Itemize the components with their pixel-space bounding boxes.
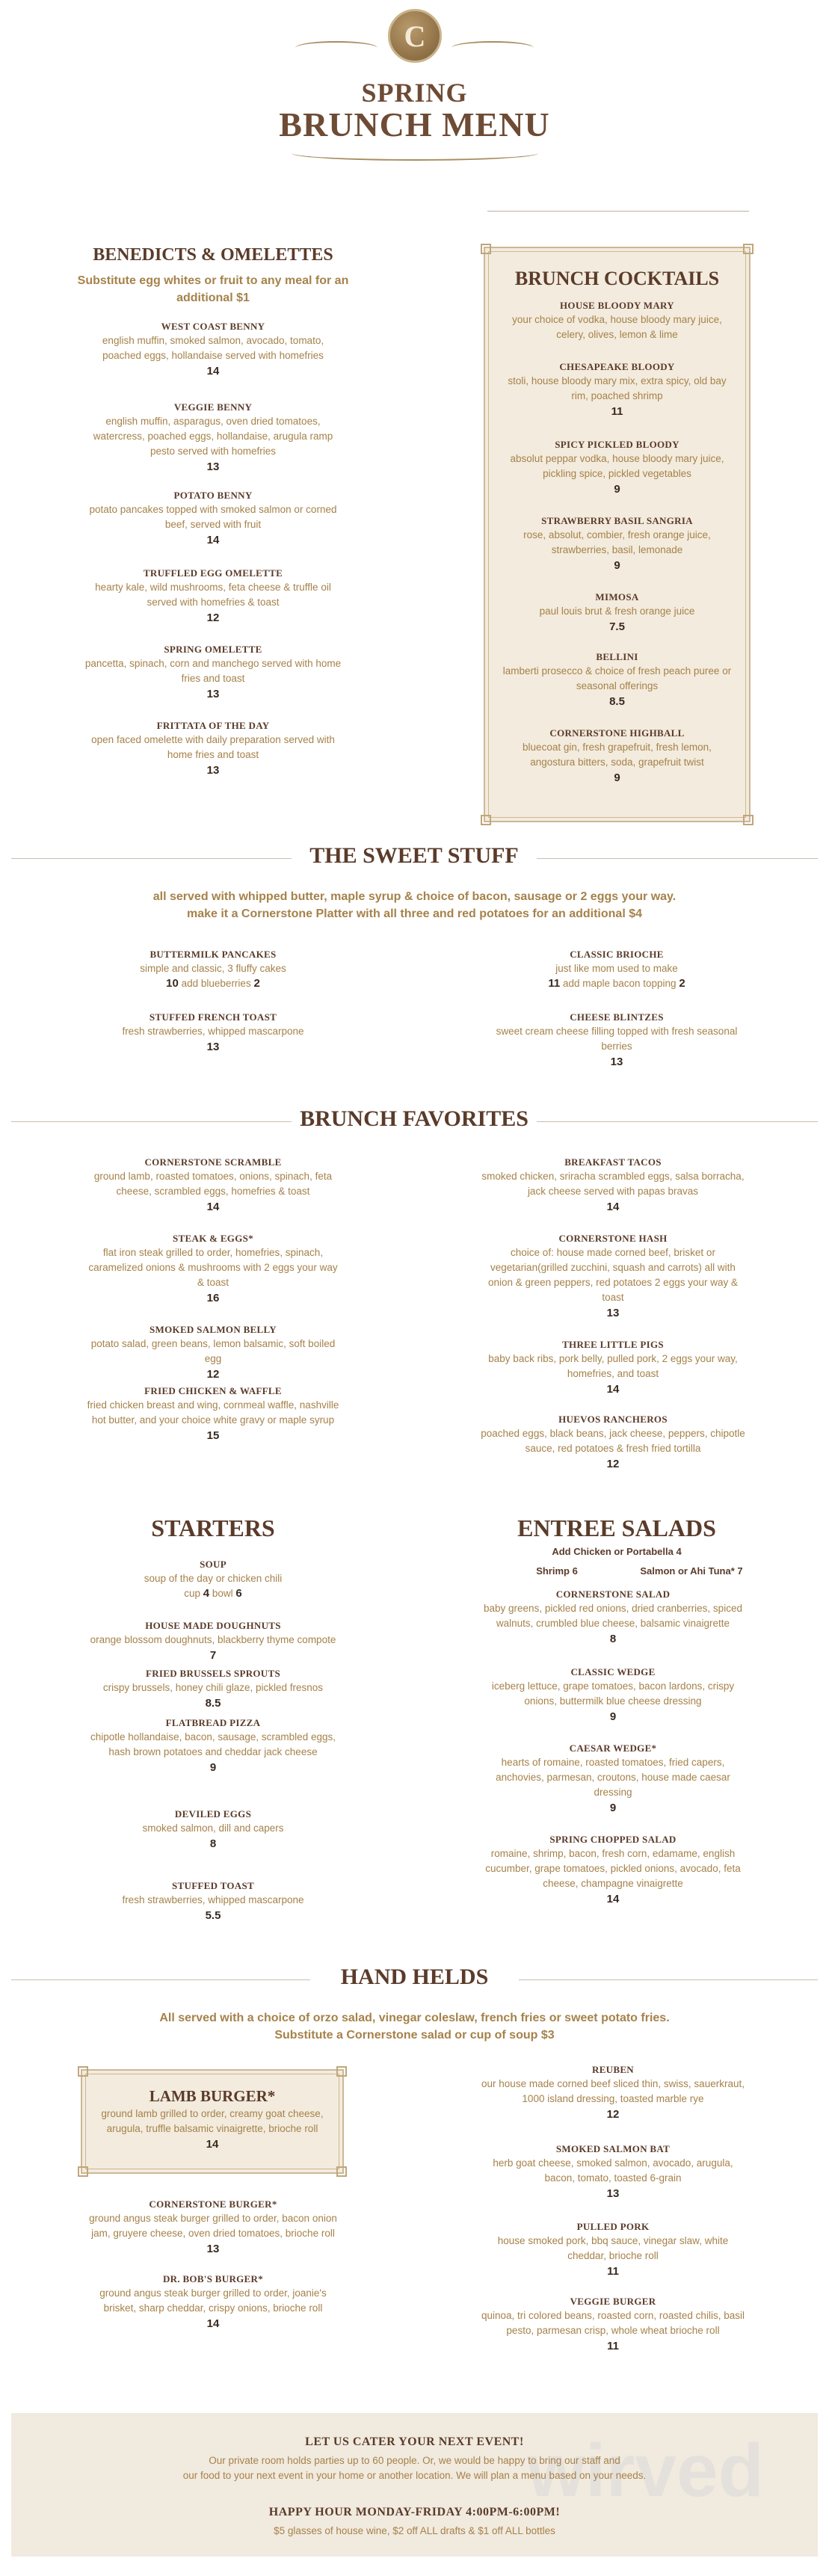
item-name: STRAWBERRY BASIL SANGRIA — [541, 515, 693, 526]
item-name: VEGGIE BENNY — [173, 401, 253, 413]
item-desc: herb goat cheese, smoked salmon, avocado, arugula, bacon, tomato, toasted 6-grain — [493, 2157, 733, 2184]
item-price: 14 — [606, 1201, 620, 1213]
menu-item — [82, 401, 344, 475]
sweet-note-1: all served with whipped butter, maple syrup & choice of bacon, sausage or 2 eggs your way. — [152, 890, 677, 903]
menu-item — [86, 2198, 340, 2258]
handhelds-title: HAND HELDS — [340, 1965, 489, 1989]
item-price-line — [86, 976, 340, 991]
item-price: 14 — [606, 1383, 620, 1396]
item-price: 13 — [206, 1041, 220, 1053]
item-desc: ground angus steak burger grilled to order, bacon onion jam, gruyere cheese, oven dried tomatoes, brioche roll — [89, 2213, 337, 2239]
item-name: DEVILED EGGS — [174, 1808, 252, 1819]
item-name: FRITTATA OF THE DAY — [156, 720, 270, 731]
item-price: 14 — [606, 1893, 620, 1905]
menu-item — [490, 1011, 744, 1070]
box-corner-ornament — [481, 244, 491, 254]
menu-item — [86, 1716, 340, 1776]
item-desc: potato pancakes topped with smoked salmon or corned beef, served with fruit — [89, 504, 337, 530]
item-desc: iceberg lettuce, grape tomatoes, bacon lardons, crispy onions, buttermilk blue cheese dressing — [491, 1680, 735, 1707]
divider — [11, 1121, 292, 1122]
item-price: 15 — [206, 1429, 220, 1442]
menu-item — [86, 948, 340, 991]
featured-item-desc: ground lamb grilled to order, creamy goat cheese, arugula, truffle balsamic vinaigrette, brioche roll — [101, 2108, 324, 2134]
menu-item — [500, 650, 734, 710]
item-name: STUFFED FRENCH TOAST — [149, 1011, 277, 1023]
item-desc: english muffin, smoked salmon, avocado, tomato, poached eggs, hollandaise served with homefries — [102, 335, 324, 361]
item-desc: paul louis brut & fresh orange juice — [539, 606, 695, 617]
item-name: CORNERSTONE SALAD — [555, 1589, 671, 1600]
logo — [388, 9, 442, 63]
item-desc: romaine, shrimp, bacon, fresh corn, edamame, english cucumber, grape tomatoes, pickled onions, avocado, feta cheese, champagne vinaigrette — [485, 1848, 741, 1889]
benedicts-title: BENEDICTS & OMELETTES — [93, 245, 333, 265]
item-name: HUEVOS RANCHEROS — [558, 1414, 668, 1425]
divider — [487, 211, 749, 212]
item-price: 9 — [614, 771, 620, 784]
logo-letter: C — [404, 19, 426, 53]
item-price: 11 — [611, 405, 623, 418]
item-price: 12 — [606, 1458, 620, 1470]
item-name: BUTTERMILK PANCAKES — [150, 949, 277, 960]
menu-item — [478, 2142, 748, 2202]
item-desc: hearts of romaine, roasted tomatoes, fried capers, anchovies, parmesan, croutons, house made caesar dressing — [496, 1757, 730, 1798]
menu-item — [478, 1588, 748, 1648]
watermark-text: wirved — [527, 2429, 764, 2512]
item-desc: rose, absolut, combier, fresh orange juice, strawberries, basil, lemonade — [523, 529, 711, 555]
item-name: FLATBREAD PIZZA — [165, 1717, 261, 1728]
item-price: 13 — [206, 2243, 220, 2255]
item-name: FRIED BRUSSELS SPROUTS — [146, 1668, 280, 1679]
item-name: CLASSIC WEDGE — [570, 1666, 656, 1677]
item-name: STUFFED TOAST — [172, 1880, 254, 1891]
item-price: 13 — [606, 1307, 620, 1319]
featured-item — [91, 2086, 333, 2153]
divider — [537, 1121, 818, 1122]
menu-item — [86, 1879, 340, 1924]
item-desc: smoked salmon, dill and capers — [142, 1822, 284, 1834]
item-addon-price: 2 — [253, 977, 260, 990]
menu-item — [86, 1558, 340, 1601]
item-name: SPRING CHOPPED SALAD — [549, 1834, 677, 1845]
item-price: 9 — [609, 1802, 617, 1814]
menu-item — [86, 2273, 340, 2332]
menu-item — [86, 1667, 340, 1712]
item-desc: quinoa, tri colored beans, roasted corn, roasted chilis, basil pesto, parmesan crisp, whole wheat brioche roll — [481, 2310, 745, 2336]
box-corner-ornament — [336, 2166, 347, 2177]
menu-item — [478, 1742, 748, 1817]
cocktails-title: BRUNCH COCKTAILS — [514, 268, 720, 289]
item-name: CLASSIC BRIOCHE — [570, 949, 664, 960]
item-name: REUBEN — [592, 2064, 634, 2075]
item-price: 7.5 — [609, 620, 625, 633]
salad-addon-salmon: Salmon or Ahi Tuna* 7 — [640, 1565, 743, 1577]
happy-hour-title: HAPPY HOUR MONDAY-FRIDAY 4:00PM-6:00PM! — [268, 2506, 561, 2518]
item-price: 9 — [614, 559, 620, 572]
item-name: SMOKED SALMON BELLY — [150, 1324, 277, 1335]
item-desc: sweet cream cheese filling topped with fresh seasonal berries — [496, 1026, 738, 1052]
item-desc: fried chicken breast and wing, cornmeal waffle, nashville hot butter, and your choice white gravy or maple syrup — [87, 1399, 339, 1426]
item-desc: house smoked pork, bbq sauce, vinegar slaw, white cheddar, brioche roll — [497, 2235, 729, 2261]
box-corner-ornament — [743, 815, 754, 825]
menu-item — [86, 1808, 340, 1852]
cup-price: 4 — [203, 1587, 210, 1600]
item-price: 13 — [206, 764, 220, 777]
item-desc: bluecoat gin, fresh grapefruit, fresh lemon, angostura bitters, soda, grapefruit twist — [523, 742, 712, 768]
page-title: BRUNCH MENU — [279, 105, 550, 144]
item-price: 14 — [206, 2317, 220, 2330]
menu-item — [478, 1156, 748, 1215]
box-corner-ornament — [481, 815, 491, 825]
menu-item — [500, 514, 734, 574]
item-name: CORNERSTONE HASH — [558, 1233, 668, 1244]
box-corner-ornament — [336, 2066, 347, 2077]
featured-item-name: LAMB BURGER* — [149, 2087, 276, 2105]
divider — [11, 1979, 310, 1980]
item-price: 13 — [606, 2187, 620, 2200]
item-desc: poached eggs, black beans, jack cheese, peppers, chipotle sauce, red potatoes & fresh fried tortilla — [481, 1428, 745, 1454]
menu-item — [500, 591, 734, 635]
item-price: 12 — [206, 1368, 220, 1381]
item-desc: orange blossom doughnuts, blackberry thyme compote — [90, 1634, 336, 1645]
menu-item — [478, 1232, 748, 1322]
item-desc: just like mom used to make — [555, 963, 678, 974]
divider — [519, 1979, 818, 1980]
item-name: CORNERSTONE HIGHBALL — [549, 727, 685, 739]
item-desc: potato salad, green beans, lemon balsamic, soft boiled egg — [90, 1338, 336, 1364]
item-price: 9 — [614, 483, 620, 496]
menu-item — [86, 1619, 340, 1664]
item-desc: soup of the day or chicken chili — [144, 1573, 283, 1584]
item-name: CAESAR WEDGE* — [569, 1743, 657, 1754]
menu-item — [478, 2220, 748, 2280]
item-price: 10 — [166, 977, 179, 990]
menu-item — [490, 948, 744, 991]
item-desc: pancetta, spinach, corn and manchego served with home fries and toast — [84, 658, 342, 684]
salads-title: ENTREE SALADS — [517, 1515, 716, 1541]
menu-item — [82, 489, 344, 549]
menu-item — [500, 438, 734, 498]
item-addon-price: 2 — [679, 977, 685, 990]
title-ornament — [292, 146, 538, 161]
item-desc: our house made corned beef sliced thin, swiss, sauerkraut, 1000 island dressing, toasted marble rye — [481, 2078, 745, 2104]
item-name: FRIED CHICKEN & WAFFLE — [144, 1385, 282, 1396]
happy-hour-text: $5 glasses of house wine, $2 off ALL drafts & $1 off ALL bottles — [274, 2525, 555, 2536]
menu-item — [86, 1011, 340, 1056]
menu-item — [86, 1232, 340, 1307]
footer-banner — [11, 2413, 818, 2557]
item-desc: chipotle hollandaise, bacon, sausage, scrambled eggs, hash brown potatoes and cheddar jack cheese — [90, 1731, 336, 1757]
menu-header — [0, 0, 829, 179]
item-name: STEAK & EGGS* — [173, 1233, 253, 1244]
menu-item — [500, 727, 734, 786]
item-desc: absolut peppar vodka, house bloody mary juice, pickling spice, pickled vegetables — [510, 453, 724, 479]
item-price: 13 — [610, 1056, 623, 1068]
item-price: 8.5 — [609, 695, 625, 708]
bowl-label: bowl — [212, 1588, 233, 1599]
sweet-title: THE SWEET STUFF — [309, 843, 519, 868]
item-price: 8 — [209, 1837, 217, 1850]
item-desc: baby greens, pickled red onions, dried cranberries, spiced walnuts, crumbled blue cheese, balsamic vinaigrette — [484, 1603, 742, 1629]
item-price: 12 — [606, 2108, 620, 2121]
item-price: 13 — [206, 688, 220, 700]
handhelds-note-1: All served with a choice of orzo salad, vinegar coleslaw, french fries or sweet potato fries. — [159, 2012, 670, 2024]
item-desc: smoked chicken, sriracha scrambled eggs, salsa borracha, jack cheese served with papas bravas — [481, 1171, 745, 1197]
item-price: 12 — [206, 611, 220, 624]
menu-item — [500, 360, 734, 420]
cater-text-2: our food to your next event in your home or another location. We will plan a menu based on your needs. — [182, 2470, 647, 2481]
item-price: 8.5 — [205, 1697, 221, 1710]
item-name: THREE LITTLE PIGS — [562, 1339, 664, 1350]
salad-addon-title: Add Chicken or Portabella 4 — [552, 1546, 682, 1557]
menu-item — [82, 719, 344, 779]
item-addon: add blueberries — [181, 978, 251, 989]
item-name: HOUSE MADE DOUGHNUTS — [145, 1620, 281, 1631]
menu-item — [86, 1384, 340, 1444]
featured-item-price: 14 — [206, 2138, 219, 2151]
starters-title: STARTERS — [151, 1515, 275, 1541]
menu-item — [82, 320, 344, 380]
item-name: VEGGIE BURGER — [570, 2296, 656, 2307]
item-price: 11 — [548, 977, 561, 990]
cup-label: cup — [184, 1588, 201, 1599]
item-desc: choice of: house made corned beef, brisket or vegetarian(grilled zucchini, squash and carrots) all with onion & green peppers, red potatoes 2 eggs your way & toast — [488, 1247, 738, 1303]
item-addon: add maple bacon topping — [562, 978, 677, 989]
item-price: 8 — [609, 1633, 617, 1645]
item-name: SPRING OMELETTE — [164, 644, 262, 655]
divider — [537, 858, 818, 859]
bowl-price: 6 — [235, 1587, 242, 1600]
item-name: CORNERSTONE SCRAMBLE — [144, 1156, 282, 1168]
item-desc: fresh strawberries, whipped mascarpone — [122, 1026, 304, 1037]
title-line1: SPRING — [361, 78, 468, 108]
sweet-note-2: make it a Cornerstone Platter with all three and red potatoes for an additional $4 — [186, 908, 643, 920]
menu-item — [82, 643, 344, 703]
menu-item — [478, 1833, 748, 1908]
menu-item — [500, 299, 734, 342]
item-name: BELLINI — [596, 651, 638, 662]
item-desc: ground lamb, roasted tomatoes, onions, spinach, feta cheese, scrambled eggs, homefries & toast — [93, 1171, 333, 1197]
menu-item — [478, 1413, 748, 1473]
item-name: SPICY PICKLED BLOODY — [555, 439, 679, 450]
item-desc: flat iron steak grilled to order, homefries, spinach, caramelized onions & mushrooms with 2 eggs your way & toast — [88, 1247, 338, 1288]
salad-addon-shrimp: Shrimp 6 — [536, 1565, 578, 1577]
item-price: 11 — [607, 2265, 619, 2278]
benedicts-note: Substitute egg whites or fruit to any meal for an additional $1 — [77, 274, 349, 304]
item-desc: fresh strawberries, whipped mascarpone — [122, 1894, 304, 1905]
item-name: DR. BOB'S BURGER* — [162, 2273, 264, 2284]
item-desc: your choice of vodka, house bloody mary juice, celery, olives, lemon & lime — [512, 314, 722, 340]
item-price-line — [490, 976, 744, 991]
item-name: WEST COAST BENNY — [161, 321, 265, 332]
item-price: 11 — [607, 2340, 619, 2352]
menu-item — [478, 2295, 748, 2355]
item-desc: ground angus steak burger grilled to order, joanie's brisket, sharp cheddar, crispy onions, brioche roll — [99, 2287, 327, 2314]
item-price-line — [86, 1586, 340, 1601]
item-name: PULLED PORK — [576, 2221, 650, 2232]
item-name: CHESAPEAKE BLOODY — [559, 361, 675, 372]
item-price: 5.5 — [205, 1909, 221, 1922]
item-name: POTATO BENNY — [173, 490, 253, 501]
item-desc: baby back ribs, pork belly, pulled pork, 2 eggs your way, homefries, and toast — [488, 1353, 738, 1379]
item-name: TRUFFLED EGG OMELETTE — [143, 567, 283, 579]
item-price: 14 — [206, 365, 220, 378]
handhelds-note-2: Substitute a Cornerstone salad or cup of soup $3 — [274, 2029, 555, 2042]
item-name: CORNERSTONE BURGER* — [149, 2198, 277, 2210]
box-corner-ornament — [743, 244, 754, 254]
item-name: MIMOSA — [595, 591, 639, 603]
divider — [11, 858, 292, 859]
item-desc: hearty kale, wild mushrooms, feta cheese & truffle oil served with homefries & toast — [95, 582, 331, 608]
item-name: BREAKFAST TACOS — [564, 1156, 662, 1168]
item-name: SOUP — [200, 1559, 226, 1570]
box-corner-ornament — [78, 2066, 88, 2077]
item-desc: lamberti prosecco & choice of fresh peach puree or seasonal offerings — [502, 665, 732, 691]
item-desc: simple and classic, 3 fluffy cakes — [140, 963, 286, 974]
item-name: SMOKED SALMON BAT — [555, 2143, 671, 2154]
item-price: 9 — [209, 1761, 217, 1774]
item-price: 16 — [206, 1292, 220, 1304]
item-desc: open faced omelette with daily preparation served with home fries and toast — [91, 734, 335, 760]
item-desc: english muffin, asparagus, oven dried tomatoes, watercress, poached eggs, hollandaise, arugula ramp pesto served with homefries — [93, 416, 333, 457]
cocktails-box — [484, 247, 751, 822]
item-price: 9 — [609, 1710, 617, 1723]
item-desc: stoli, house bloody mary mix, extra spicy, old bay rim, poached shrimp — [508, 375, 727, 401]
item-price: 14 — [206, 1201, 220, 1213]
menu-item — [478, 1338, 748, 1398]
right-flourish — [452, 41, 534, 55]
left-flourish — [295, 41, 377, 55]
menu-item — [478, 2063, 748, 2123]
menu-item — [478, 1666, 748, 1725]
menu-item — [86, 1156, 340, 1215]
featured-item-box — [81, 2069, 344, 2174]
item-price: 7 — [209, 1649, 217, 1662]
favorites-title: BRUNCH FAVORITES — [300, 1106, 528, 1131]
cater-title: LET US CATER YOUR NEXT EVENT! — [305, 2435, 524, 2448]
item-name: CHEESE BLINTZES — [570, 1011, 664, 1023]
cater-text-1: Our private room holds parties up to 60 people. Or, we would be happy to bring our staff and — [209, 2455, 620, 2466]
item-price: 13 — [206, 460, 220, 473]
menu-item — [82, 567, 344, 626]
box-corner-ornament — [78, 2166, 88, 2177]
menu-item — [86, 1323, 340, 1383]
item-price: 14 — [206, 534, 220, 546]
item-name: HOUSE BLOODY MARY — [560, 300, 674, 311]
item-desc: crispy brussels, honey chili glaze, pickled fresnos — [102, 1682, 324, 1693]
